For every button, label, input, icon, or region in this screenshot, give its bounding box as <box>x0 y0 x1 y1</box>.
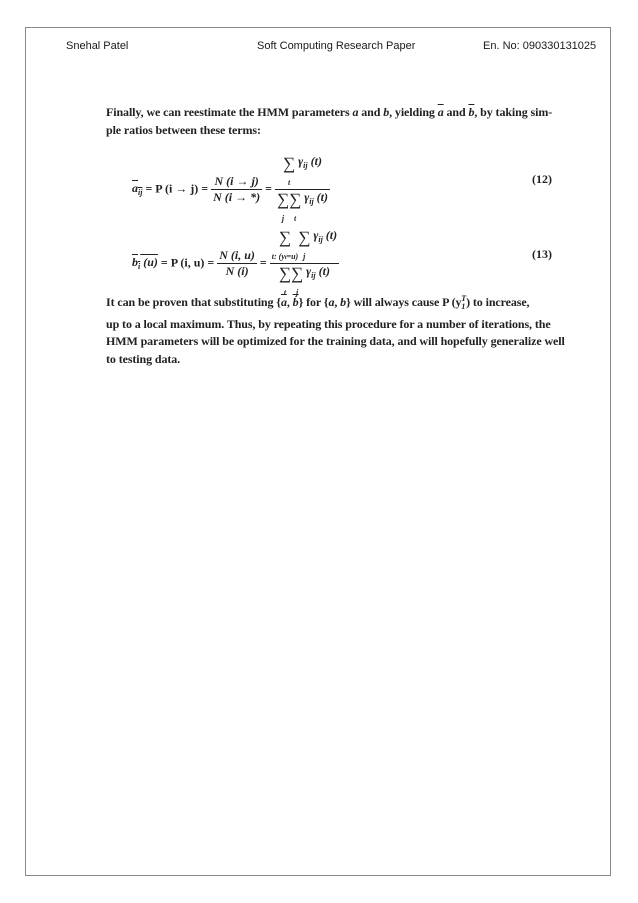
conclusion-line-4: to testing data. <box>106 351 181 366</box>
eq12-lhs: $a_{ij}$ <box>132 181 143 198</box>
intro-paragraph <box>106 104 564 139</box>
equation-13-number: (13) <box>532 247 552 261</box>
eq12-fraction-1: $\frac{N (i \to j)}{N (i \to *)}$ <box>213 174 261 204</box>
eq13-fraction-1: $\frac{N (i, u)}{N (i)}$ <box>219 248 255 278</box>
intro-line-1: Finally, we can reestimate the HMM parameters a and b, yielding $\overline{a}$ and $\overline{b}$, by taking sim- <box>106 105 553 119</box>
header-enrollment: En. No: 090330131025 <box>483 40 597 52</box>
header-title: Soft Computing Research Paper <box>257 40 416 52</box>
b-bar: $\overline{b}$ <box>468 105 475 119</box>
equation-12: $a_{ij} = P$ (i → j) = $\frac{N (i \to j)}{N (i \to *)}$ = ∑ t $\gamma_{ij}$ (t) ∑ j∑ t $\gamma_{ij}$ (t) <box>132 154 328 223</box>
equation-12-number: (12) <box>532 172 552 186</box>
header-author: Snehal Patel <box>66 40 129 52</box>
scanned-excerpt <box>100 104 570 369</box>
equation-13: $b_i$ (u) = P (i, u) = $\frac{N (i, u)}{N (i)}$ = ∑ t: (yt=u)∑ j $\gamma_{ij}$ (t) ∑ t∑ j $\gamma_{ij}$ (t) <box>132 228 338 297</box>
eq12-fraction-2: ∑ t $\gamma_{ij}$ (t) ∑ j∑ t $\gamma_{ij}$ (t) <box>276 154 328 223</box>
conclusion-line-1: It can be proven that substituting {$\overline{a}$, $\overline{b}$} for {a, b} will always cause P $(y_1^T)$ to increase, <box>106 294 530 311</box>
intro-line-2: ple ratios between these terms: <box>106 122 261 137</box>
conclusion-line-2: up to a local maximum. Thus, by repeating this procedure for a number of iterations, the <box>106 316 551 331</box>
conclusion-paragraph <box>106 290 564 368</box>
conclusion-line-3: HMM parameters will be optimized for the training data, and will hopefully generalize well <box>106 334 565 348</box>
a-bar: $\overline{a}$ <box>437 105 444 119</box>
eq13-fraction-2: ∑ t: (yt=u)∑ j $\gamma_{ij}$ (t) ∑ t∑ j $\gamma_{ij}$ (t) <box>271 228 338 297</box>
eq13-lhs: $b_i$ (u) <box>132 255 158 272</box>
